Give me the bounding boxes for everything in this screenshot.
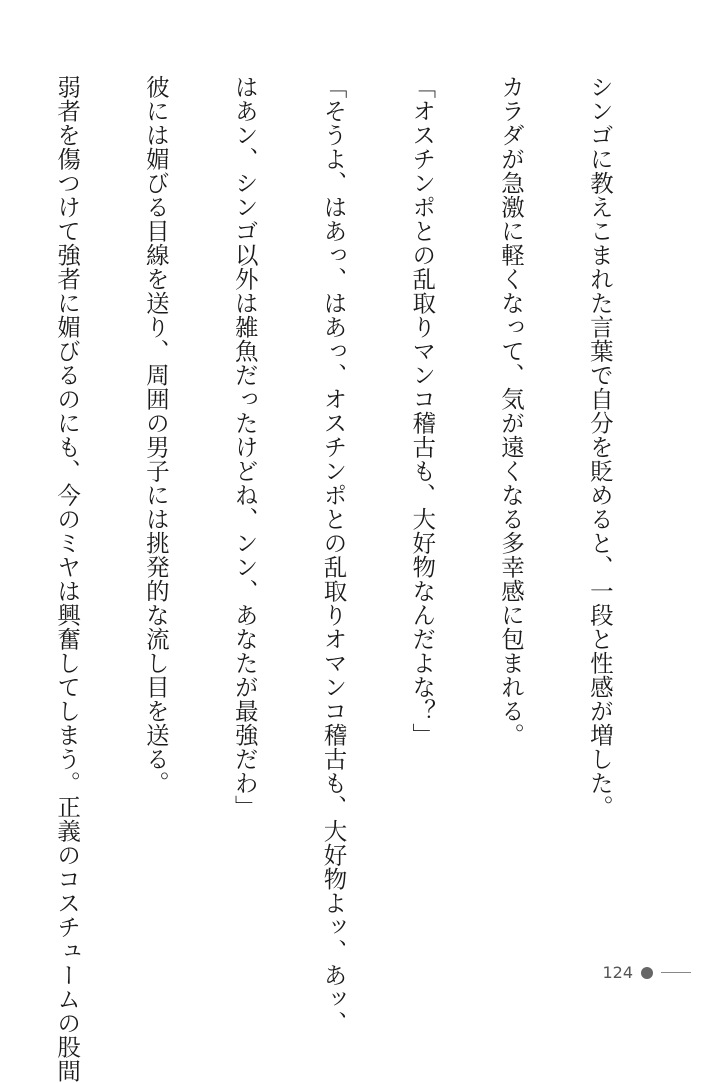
text-line: シンゴに教えこまれた言葉で自分を貶めると、一段と性感が増した。 xyxy=(585,75,614,819)
text-line: はあン、シンゴ以外は雑魚だったけどね、ンン、あなたが最強だわ」 xyxy=(230,75,259,819)
text-line: カラダが急激に軽くなって、気が遠くなる多幸感に包まれる。 xyxy=(497,75,526,747)
text-line: 彼には媚びる目線を送り、周囲の男子には挑発的な流し目を送る。 xyxy=(141,75,170,795)
text-line: 「オスチンポとの乱取りマンコ稽古も、大好物なんだよな？」 xyxy=(408,75,437,747)
footer-rule xyxy=(661,972,691,973)
page-number: 124 xyxy=(602,963,633,982)
text-line: 弱者を傷つけて強者に媚びるのにも、今のミヤは興奮してしまう。正義のコスチュームの股間 xyxy=(53,75,82,1083)
text-line: 「そうよ、はあっ、はあっ、オスチンポとの乱取りオマンコ稽古も、大好物よッ、あッ、 xyxy=(319,75,348,1035)
bullet-dot-icon xyxy=(641,967,653,979)
page-footer xyxy=(602,963,691,982)
